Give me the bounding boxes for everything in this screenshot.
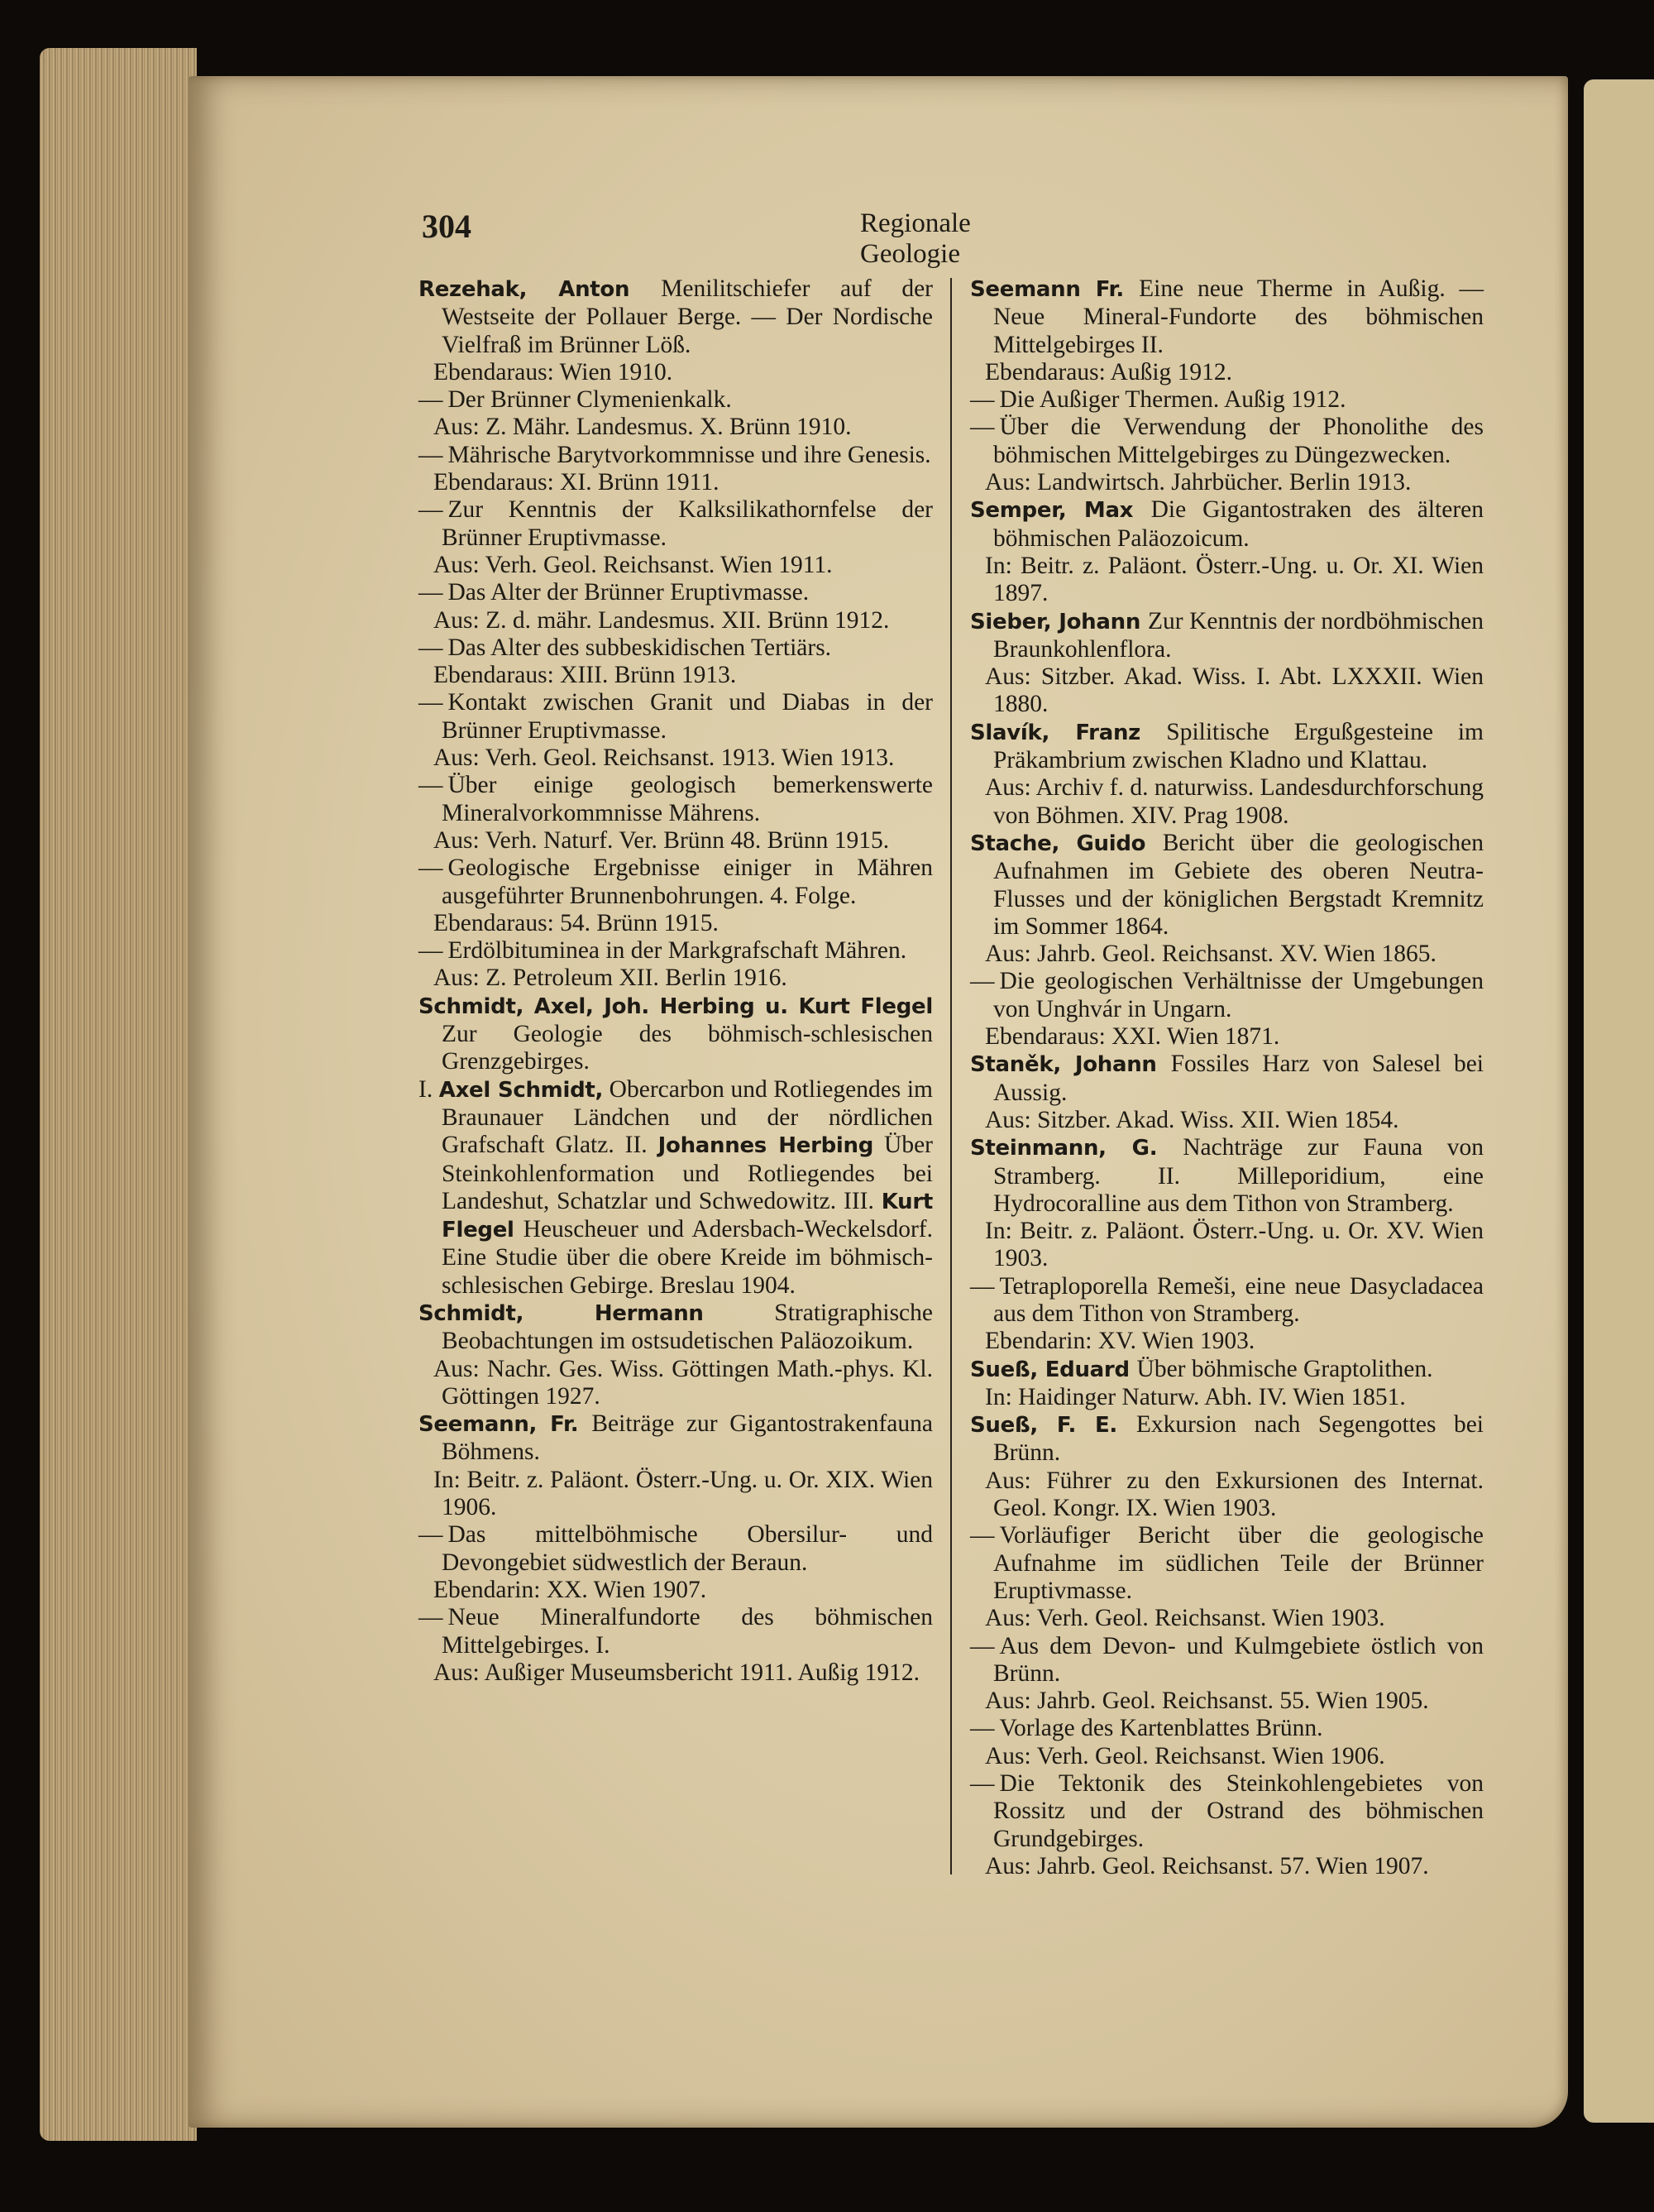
bibliography-entry bbox=[418, 689, 933, 772]
entry-title-text: Vorläufiger Bericht über die geologische Aufnahme im südlichen Teile der Brünner Eruptivmasse. bbox=[993, 1522, 1484, 1604]
bibliography-entry bbox=[970, 1356, 1484, 1412]
ditto-dash: — bbox=[970, 968, 995, 995]
entry-text bbox=[970, 1715, 1484, 1742]
entry-text bbox=[418, 937, 933, 965]
entry-text bbox=[418, 772, 933, 827]
entry-title-text: I. bbox=[418, 1075, 439, 1103]
entry-source: Ebendaraus: XXI. Wien 1871. bbox=[985, 1023, 1280, 1051]
entry-source: Aus: Archiv f. d. naturwiss. Landesdurchforschung von Böhmen. XIV. Prag 1908. bbox=[985, 774, 1484, 829]
entry-title-text: Zur Kenntnis der nordböhmischen Braunkohlenflora. bbox=[993, 607, 1484, 663]
entry-text bbox=[418, 579, 933, 606]
entry-text bbox=[970, 719, 1484, 775]
bibliography-entry bbox=[418, 1521, 933, 1604]
entry-source: Aus: Verh. Geol. Reichsanst. Wien 1906. bbox=[985, 1742, 1385, 1769]
entry-title-text: Vorlage des Kartenblattes Brünn. bbox=[999, 1715, 1323, 1742]
entry-text bbox=[418, 275, 933, 359]
entry-text bbox=[970, 1134, 1484, 1218]
entry-title-text: Über böhmische Graptolithen. bbox=[1136, 1355, 1433, 1382]
entry-source: Aus: Verh. Geol. Reichsanst. 1913. Wien 1913. bbox=[433, 745, 895, 772]
ditto-dash: — bbox=[418, 937, 443, 965]
entry-text bbox=[970, 414, 1484, 469]
entry-text bbox=[970, 1356, 1484, 1384]
bibliography-entry bbox=[970, 414, 1484, 496]
entry-title-text: Zur Geologie des böhmisch-schlesischen Grenzgebirges. bbox=[442, 1021, 933, 1075]
ditto-dash: — bbox=[970, 1522, 995, 1549]
bibliography-entry bbox=[418, 855, 933, 937]
entry-text bbox=[970, 1411, 1484, 1467]
entry-source: In: Beitr. z. Paläont. Österr.-Ung. u. Or. XV. Wien 1903. bbox=[985, 1218, 1484, 1272]
entry-title-text: Obercarbon und Rotliegendes im Braunauer Ländchen und der nördlichen Grafschaft Glatz. II. bbox=[442, 1075, 933, 1159]
ditto-dash: — bbox=[970, 1272, 995, 1300]
ditto-dash: — bbox=[970, 1715, 995, 1742]
page-number: 304 bbox=[422, 208, 471, 245]
entry-text bbox=[418, 1410, 933, 1467]
entry-text bbox=[418, 386, 933, 414]
ditto-dash: — bbox=[418, 689, 443, 716]
author-name: Schmidt, Hermann bbox=[418, 1300, 775, 1326]
entry-text bbox=[418, 993, 933, 1076]
entry-text bbox=[418, 1604, 933, 1659]
entry-source: Ebendaraus: Außig 1912. bbox=[985, 358, 1233, 385]
entry-title-text: Das Alter der Brünner Eruptivmasse. bbox=[447, 579, 810, 606]
entry-text bbox=[418, 1521, 933, 1577]
running-title: Regionale Geologie bbox=[860, 208, 971, 269]
bibliography-entry bbox=[970, 1411, 1484, 1522]
author-name: Stache, Guido bbox=[970, 831, 1163, 856]
bibliography-entry bbox=[418, 1604, 933, 1687]
entry-title-text: Exkursion nach Segengottes bei Brünn. bbox=[993, 1411, 1484, 1467]
entry-title-text: Kontakt zwischen Granit und Diabas in der Brünner Eruptivmasse. bbox=[442, 689, 933, 744]
entry-text bbox=[970, 1633, 1484, 1688]
ditto-dash: — bbox=[418, 441, 443, 468]
entry-title-text: Tetraploporella Remeši, eine neue Dasycladacea aus dem Tithon von Stramberg. bbox=[993, 1272, 1484, 1327]
entry-source: Aus: Außiger Museumsbericht 1911. Außig 1912. bbox=[433, 1659, 920, 1686]
ditto-dash: — bbox=[418, 579, 443, 606]
entry-title-text: Beiträge zur Gigantostrakenfauna Böhmens. bbox=[442, 1410, 933, 1466]
entry-source: Aus: Nachr. Ges. Wiss. Göttingen Math.-phys. Kl. Göttingen 1927. bbox=[433, 1355, 933, 1410]
entry-text bbox=[970, 1770, 1484, 1853]
entry-text bbox=[418, 634, 933, 662]
author-name: Axel Schmidt, bbox=[438, 1077, 604, 1103]
author-name: Sueß, F. E. bbox=[970, 1413, 1136, 1439]
entry-title-text: Spilitische Ergußgesteine im Präkambrium zwischen Kladno und Klattau. bbox=[993, 718, 1484, 774]
entry-text bbox=[970, 1273, 1484, 1329]
entry-source: Aus: Verh. Geol. Reichsanst. Wien 1903. bbox=[985, 1605, 1385, 1632]
ditto-dash: — bbox=[970, 386, 995, 414]
bibliography-entry bbox=[970, 719, 1484, 830]
bibliography-entry bbox=[418, 634, 933, 690]
entry-title-text: Die geologischen Verhältnisse der Umgebungen von Unghvár in Ungarn. bbox=[993, 968, 1484, 1022]
page-header bbox=[422, 207, 1075, 269]
ditto-dash: — bbox=[418, 1604, 443, 1631]
entry-source: Aus: Jahrb. Geol. Reichsanst. 57. Wien 1907. bbox=[985, 1852, 1429, 1879]
entry-title-text: Neue Mineralfundorte des böhmischen Mittelgebirges. I. bbox=[442, 1604, 933, 1659]
bibliography-entry bbox=[970, 1633, 1484, 1716]
entry-title-text: Über Steinkohlenformation und Rotliegendes bei Landeshut, Schatzlar und Schwedowitz. III. bbox=[442, 1132, 933, 1214]
entry-source: In: Beitr. z. Paläont. Österr.-Ung. u. Or. XI. Wien 1897. bbox=[985, 552, 1484, 607]
entry-source: In: Haidinger Naturw. Abh. IV. Wien 1851. bbox=[985, 1383, 1406, 1410]
bibliography-entry bbox=[970, 1273, 1484, 1356]
author-name: Seemann, Fr. bbox=[418, 1412, 592, 1438]
entry-title-text: Eine neue Therme in Außig. — Neue Mineral-Fundorte des böhmischen Mittelgebirges II. bbox=[993, 275, 1484, 358]
entry-title-text: Fossiles Harz von Salesel bei Aussig. bbox=[993, 1051, 1484, 1106]
left-column bbox=[418, 275, 933, 1687]
bibliography-entry bbox=[418, 442, 933, 497]
entry-source: Aus: Sitzber. Akad. Wiss. XII. Wien 1854. bbox=[985, 1106, 1399, 1133]
entry-title-text: Heuscheuer und Adersbach-Weckelsdorf. Eine Studie über die obere Kreide im böhmisch-schlesischen Gebirge. Breslau 1904. bbox=[442, 1216, 933, 1299]
author-name: Rezehak, Anton bbox=[418, 277, 662, 302]
bibliography-entry bbox=[418, 993, 933, 1076]
entry-source: In: Beitr. z. Paläont. Österr.-Ung. u. Or. XIX. Wien 1906. bbox=[433, 1466, 933, 1521]
entry-text bbox=[418, 689, 933, 745]
ditto-dash: — bbox=[970, 1770, 995, 1798]
entry-title-text: Mährische Barytvorkommnisse und ihre Genesis. bbox=[447, 441, 931, 468]
entry-title-text: Menilitschiefer auf der Westseite der Pollauer Berge. — Der Nordische Vielfraß im Brünner Löß. bbox=[442, 275, 934, 358]
ditto-dash: — bbox=[418, 496, 443, 524]
entry-source: Ebendarin: XV. Wien 1903. bbox=[985, 1328, 1255, 1355]
ditto-dash: — bbox=[418, 855, 443, 882]
entry-source: Aus: Z. Mähr. Landesmus. X. Brünn 1910. bbox=[433, 414, 852, 441]
entry-source: Aus: Z. d. mähr. Landesmus. XII. Brünn 1912. bbox=[433, 606, 890, 634]
bibliography-entry bbox=[970, 1051, 1484, 1134]
entry-source: Ebendaraus: Wien 1910. bbox=[433, 358, 673, 385]
author-name: Steinmann, G. bbox=[970, 1136, 1183, 1161]
entry-text bbox=[970, 1051, 1484, 1107]
entry-title-text: Stratigraphische Beobachtungen im ostsudetischen Paläozoikum. bbox=[442, 1299, 933, 1355]
entry-text bbox=[970, 386, 1484, 414]
bibliography-entry bbox=[418, 772, 933, 855]
bibliography-entry bbox=[970, 1522, 1484, 1632]
ditto-dash: — bbox=[418, 1521, 443, 1549]
entry-source: Aus: Landwirtsch. Jahrbücher. Berlin 1913. bbox=[985, 469, 1412, 496]
entry-text bbox=[970, 1522, 1484, 1605]
ditto-dash: — bbox=[418, 634, 443, 661]
entry-source: Ebendaraus: 54. Brünn 1915. bbox=[433, 909, 719, 936]
bibliography-entry bbox=[970, 1134, 1484, 1272]
entry-text bbox=[418, 855, 933, 910]
author-name: Staněk, Johann bbox=[970, 1052, 1171, 1078]
book-page-edges bbox=[40, 48, 197, 2141]
entry-title-text: Die Außiger Thermen. Außig 1912. bbox=[999, 386, 1346, 414]
entry-title-text: Geologische Ergebnisse einiger in Mähren ausgeführter Brunnenbohrungen. 4. Folge. bbox=[442, 855, 933, 909]
bibliography-entry bbox=[418, 579, 933, 634]
entry-source: Aus: Jahrb. Geol. Reichsanst. 55. Wien 1905. bbox=[985, 1688, 1429, 1715]
entry-text bbox=[970, 275, 1484, 359]
author-name: Sieber, Johann bbox=[970, 609, 1148, 634]
entry-title-text: Das mittelböhmische Obersilur- und Devongebiet südwestlich der Beraun. bbox=[442, 1521, 933, 1576]
bibliography-entry bbox=[970, 496, 1484, 607]
entry-source: Aus: Verh. Naturf. Ver. Brünn 48. Brünn 1915. bbox=[433, 826, 890, 854]
bibliography-entry bbox=[970, 386, 1484, 414]
entry-text bbox=[970, 830, 1484, 941]
bibliography-entry bbox=[418, 386, 933, 442]
entry-title-text: Die Gigantostraken des älteren böhmischen Paläozoicum. bbox=[993, 496, 1484, 552]
facing-page-edge bbox=[1584, 79, 1654, 2123]
ditto-dash: — bbox=[418, 386, 443, 414]
entry-title-text: Die Tektonik des Steinkohlengebietes von Rossitz und der Ostrand des böhmischen Grundgebirges. bbox=[993, 1770, 1484, 1852]
entry-text bbox=[418, 1076, 933, 1300]
entry-text bbox=[418, 442, 933, 469]
entry-source: Ebendaraus: XIII. Brünn 1913. bbox=[433, 662, 737, 689]
author-name: Slavík, Franz bbox=[970, 720, 1167, 745]
entry-text bbox=[418, 1300, 933, 1356]
entry-source: Ebendarin: XX. Wien 1907. bbox=[433, 1576, 707, 1603]
entry-source: Ebendaraus: XI. Brünn 1911. bbox=[433, 469, 719, 496]
entry-title-text: Zur Kenntnis der Kalksilikathornfelse der Brünner Eruptivmasse. bbox=[442, 496, 933, 551]
bibliography-entry bbox=[970, 1770, 1484, 1880]
entry-text bbox=[970, 496, 1484, 553]
bibliography-entry bbox=[418, 937, 933, 993]
bibliography-entry bbox=[418, 1300, 933, 1410]
entry-source: Aus: Jahrb. Geol. Reichsanst. XV. Wien 1865. bbox=[985, 941, 1436, 968]
author-name: Kurt Flegel bbox=[442, 1189, 933, 1243]
author-name: Semper, Max bbox=[970, 498, 1151, 524]
ditto-dash: — bbox=[970, 1632, 995, 1659]
bibliography-entry bbox=[970, 1715, 1484, 1770]
column-divider bbox=[950, 278, 952, 1874]
entry-title-text: Über einige geologisch bemerkenswerte Mineralvorkommnisse Mährens. bbox=[442, 772, 933, 826]
entry-title-text: Nachträge zur Fauna von Stramberg. II. Milleporidium, eine Hydrocoralline aus dem Tithon von Stramberg. bbox=[993, 1134, 1484, 1217]
author-name: Johannes Herbing bbox=[657, 1133, 874, 1159]
right-column bbox=[970, 275, 1484, 1880]
entry-source: Aus: Z. Petroleum XII. Berlin 1916. bbox=[433, 965, 787, 992]
entry-title-text: Der Brünner Clymenienkalk. bbox=[447, 386, 732, 414]
entry-title-text: Über die Verwendung der Phonolithe des böhmischen Mittelgebirges zu Düngezwecken. bbox=[993, 414, 1484, 468]
entry-title-text: Erdölbituminea in der Markgrafschaft Mähren. bbox=[447, 937, 907, 965]
bibliography-entry bbox=[418, 275, 933, 386]
entry-text bbox=[418, 496, 933, 552]
bibliography-entry bbox=[970, 968, 1484, 1051]
author-name: Seemann Fr. bbox=[970, 277, 1140, 302]
entry-text bbox=[970, 968, 1484, 1023]
entry-source: Aus: Sitzber. Akad. Wiss. I. Abt. LXXXII. Wien 1880. bbox=[985, 663, 1484, 718]
entry-source: Aus: Führer zu den Exkursionen des Internat. Geol. Kongr. IX. Wien 1903. bbox=[985, 1467, 1484, 1522]
entry-source: Aus: Verh. Geol. Reichsanst. Wien 1911. bbox=[433, 551, 833, 578]
ditto-dash: — bbox=[418, 772, 443, 799]
bibliography-entry bbox=[970, 830, 1484, 968]
entry-title-text: Das Alter des subbeskidischen Tertiärs. bbox=[447, 634, 832, 661]
entry-text bbox=[970, 608, 1484, 664]
author-name: Schmidt, Axel, Joh. Herbing u. Kurt Flegel bbox=[418, 993, 933, 1019]
ditto-dash: — bbox=[970, 414, 995, 441]
bibliography-entry bbox=[418, 1076, 933, 1300]
bibliography-entry bbox=[970, 275, 1484, 386]
bibliography-entry bbox=[418, 1410, 933, 1521]
bibliography-entry bbox=[970, 608, 1484, 719]
author-name: Sueß, Eduard bbox=[970, 1357, 1137, 1382]
entry-title-text: Bericht über die geologischen Aufnahmen im Gebiete des oberen Neutra-Flusses und der königlichen Bergstadt Kremnitz im Sommer 1864. bbox=[993, 829, 1484, 940]
entry-title-text: Aus dem Devon- und Kulmgebiete östlich von Brünn. bbox=[993, 1632, 1484, 1687]
bibliography-entry bbox=[418, 496, 933, 579]
